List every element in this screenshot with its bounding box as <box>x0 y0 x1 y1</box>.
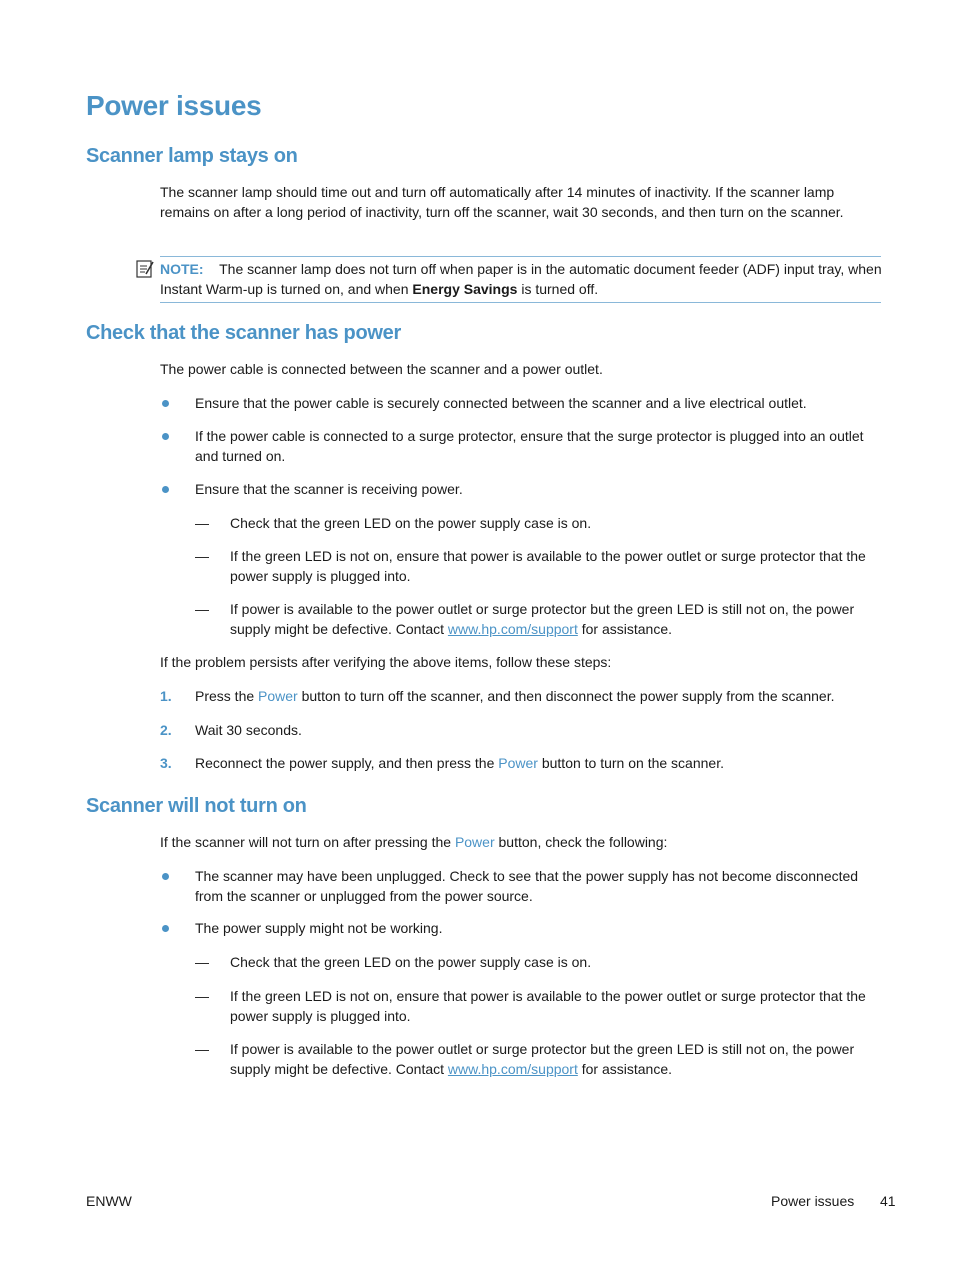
dash-marker: — <box>195 954 209 970</box>
step-text-a: Reconnect the power supply, and then press the <box>195 755 499 771</box>
step-number: 2. <box>160 722 172 738</box>
note-energy-savings: Energy Savings <box>412 280 518 297</box>
step-text-b: button to turn on the scanner. <box>537 755 724 771</box>
footer-left: ENWW <box>86 1193 132 1209</box>
lamp-paragraph: The scanner lamp should time out and turn off automatically after 14 minutes of inactivity. If the scanner lamp remains on after a long period of inactivity, turn off the scanner, wait 30 seconds, and then turn on the scanner. <box>160 184 844 220</box>
note-icon <box>135 259 155 279</box>
list-item: The scanner may have been unplugged. Check to see that the power supply has not become disconnected from the scanner or unplugged from the power source. <box>195 868 859 904</box>
bullet-dot <box>162 925 169 932</box>
sub-item <box>230 600 882 639</box>
bullet-dot <box>162 400 169 407</box>
sub-text-a: If power is available to the power outlet or surge protector but the green LED is still not on, the power supply might be defective. Contact <box>230 601 855 637</box>
turn-on-intro <box>160 833 882 853</box>
step-item: Wait 30 seconds. <box>195 722 302 738</box>
footer-page-number: 41 <box>880 1193 896 1209</box>
intro-text-a: If the scanner will not turn on after pressing the <box>160 834 455 850</box>
bullet-dot <box>162 873 169 880</box>
footer-section: Power issues <box>771 1193 855 1209</box>
sub-item: Check that the green LED on the power supply case is on. <box>230 515 592 531</box>
list-item: The power supply might not be working. <box>195 920 443 936</box>
sub-item: If the green LED is not on, ensure that power is available to the power outlet or surge protector that the power supply is plugged into. <box>230 548 866 584</box>
power-intro: The power cable is connected between the scanner and a power outlet. <box>160 361 603 377</box>
heading-check-power: Check that the scanner has power <box>86 322 401 344</box>
step-number: 1. <box>160 688 172 704</box>
sub-item: Check that the green LED on the power supply case is on. <box>230 954 592 970</box>
note-text-a: The scanner lamp does not turn off when paper is in the automatic document feeder (ADF) input tray, when Instant Warm-up is turned on, and when <box>160 261 882 297</box>
persist-paragraph: If the problem persists after verifying the above items, follow these steps: <box>160 654 612 670</box>
step-text-a: Press the <box>195 688 259 704</box>
power-button-ref: Power <box>258 688 298 704</box>
list-item: If the power cable is connected to a surge protector, ensure that the surge protector is plugged into an outlet and turned on. <box>195 428 864 464</box>
dash-marker: — <box>195 515 209 531</box>
bullet-dot <box>162 486 169 493</box>
sub-item: If the green LED is not on, ensure that power is available to the power outlet or surge protector that the power supply is plugged into. <box>230 988 866 1024</box>
sub-item <box>230 1040 882 1079</box>
dash-marker: — <box>195 1041 209 1057</box>
note-label: NOTE: <box>160 261 204 277</box>
sub-text-a: If power is available to the power outlet or surge protector but the green LED is still not on, the power supply might be defective. Contact <box>230 1041 855 1077</box>
step-item <box>195 687 883 707</box>
dash-marker: — <box>195 988 209 1004</box>
sub-text-b: for assistance. <box>577 1060 673 1077</box>
step-text-b: button to turn off the scanner, and then disconnect the power supply from the scanner. <box>297 688 835 704</box>
dash-marker: — <box>195 548 209 564</box>
heading-will-not-turn-on: Scanner will not turn on <box>86 795 307 817</box>
note-text <box>160 260 882 299</box>
list-item: Ensure that the power cable is securely connected between the scanner and a live electrical outlet. <box>195 395 807 411</box>
heading-scanner-lamp: Scanner lamp stays on <box>86 145 298 167</box>
step-number: 3. <box>160 755 172 771</box>
intro-text-b: button, check the following: <box>494 834 668 850</box>
dash-marker: — <box>195 601 209 617</box>
power-button-ref: Power <box>498 755 538 771</box>
bullet-dot <box>162 433 169 440</box>
power-button-ref: Power <box>454 834 495 850</box>
hp-support-link[interactable]: www.hp.com/support <box>447 1060 578 1077</box>
list-item: Ensure that the scanner is receiving power. <box>195 481 463 497</box>
note-text-b: is turned off. <box>517 280 599 297</box>
sub-text-b: for assistance. <box>577 620 673 637</box>
step-item <box>195 754 883 774</box>
page-title: Power issues <box>86 90 262 121</box>
hp-support-link[interactable]: www.hp.com/support <box>447 620 578 637</box>
